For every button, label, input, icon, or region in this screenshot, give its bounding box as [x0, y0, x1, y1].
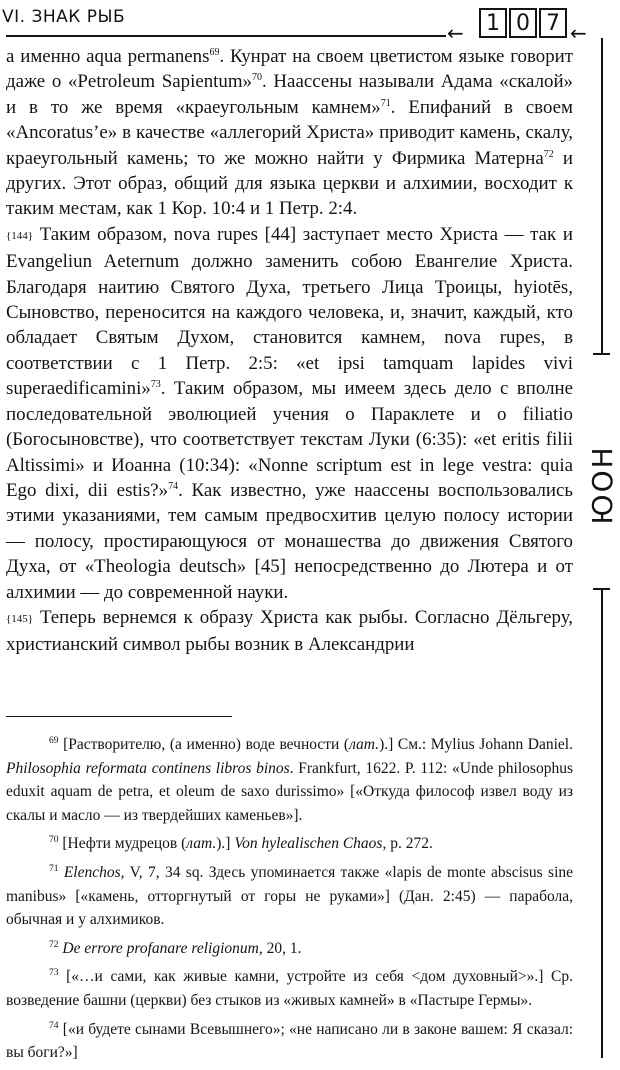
text-run: [«…и сами, как живые камни, устройте из себя <дом духовный>».] Ср. возведение башни (церкви) без стыков из «живых камней» в «Пастыре Гермы».: [6, 968, 573, 1009]
margin-tick: [593, 353, 610, 355]
text-run: [«и будете сынами Всевышнего»; «не написано ли в законе вашем: Я сказал: вы боги?»]: [6, 1020, 573, 1062]
italic-text: лат.: [186, 835, 217, 853]
arrow-left-icon: ←: [570, 21, 587, 45]
text-run: . Frankfurt, 1622. P. 112: «Unde philosophus eduxit aquam de petra, et oleum de saxo durissimo» [«Откуда философ извел воду из скалы и масло — из твердейших каменьев»].: [6, 759, 573, 824]
page-number-digit: 0: [509, 8, 537, 38]
arrow-left-icon: ←: [447, 21, 464, 45]
text-run: , p. 272.: [382, 835, 433, 853]
footnote: [6, 937, 573, 961]
main-text: [6, 44, 573, 658]
text-run: . Кунрат на своем цветистом языке говорит даже о «Petroleum Sapientum»: [6, 46, 574, 93]
text-run: . Епифаний в своем «Ancoratus’e» в качестве «аллегорий Христа» приводит камень, скалу, краеугольный камень; то же можно найти у Фирмика Матерна: [6, 96, 573, 169]
page-number-digit: 1: [479, 8, 507, 38]
text-run: ).] См.: Mylius Johann Daniel.: [379, 736, 573, 753]
text-run: . Как известно, уже наассены воспользовались этими указаниями, тем самым предвосхитив целую полосу истории — полосу, простирающуюся от монашества до движения Святого Духа, от «Theologia deutsch» [45] непосредственно до Лютера и от алхимии — до современной науки.: [6, 479, 573, 603]
footnote-ref: 69: [209, 47, 220, 58]
text-run: . Наассены называли Адама «скалой» и в то же время «краеугольным камнем»: [6, 71, 574, 118]
paragraph: [6, 605, 573, 658]
text-run: и других. Этот образ, общий для языка церкви и алхимии, восходит к таким местам, как 1 Кор. 10:4 и 1 Петр. 2:4.: [6, 147, 573, 220]
footnote-ref: 72: [543, 148, 554, 160]
footnote-list: [6, 733, 573, 1065]
text-run: . Таким образом, мы имеем здесь дело с вполне последовательной эволюцией учения о Параклете и о filiatio (Богосыновстве), что соответствует текстам Луки (6:35): «et eritis filii Altissimi» и Иоанна (10:34): «Nonne scriptum est in lege vestra: quia Ego dixi, dii estis?»: [6, 378, 573, 501]
footnote-number: 69: [49, 736, 59, 746]
italic-text: Von hylealischen Chaos: [234, 835, 383, 853]
page-number: [479, 8, 567, 38]
text-run: Таким образом, nova rupes [44] заступает место Христа — так и Evangeliun Aeternum должно заменить собою Евангелие Христа. Благодаря наитию Святого Духа, третьего Лица Троицы, hyiotēs, Сыновство, переносится на каждого человека, и, значит, каждый, кто обладает Святым Духом, становится камнем, nova rupes, в соответствии с 1 Петр. 2:5: «et ipsi tamquam lapides vivi superaedificamini»: [6, 223, 573, 400]
footnote-rule: [6, 716, 232, 717]
margin-rule-bottom: [601, 588, 603, 1058]
footnote-ref: 70: [252, 72, 263, 84]
footnote-number: 72: [49, 939, 59, 950]
running-head: VI. ЗНАК РЫБ: [2, 7, 126, 27]
footnote: [6, 965, 573, 1012]
paragraph-continuation: [6, 44, 573, 222]
footnote-number: 74: [49, 1020, 59, 1031]
paragraph-number: {145}: [6, 612, 34, 625]
page-number-digit: 7: [539, 8, 567, 38]
footnote-number: 73: [49, 968, 59, 979]
footnote: [6, 733, 573, 827]
header-rule: [6, 35, 446, 37]
margin-rule-top: [601, 38, 603, 353]
footnote: [6, 861, 573, 932]
paragraph: [6, 222, 573, 605]
text-run: , V, 7, 34 sq. Здесь упоминается также «lapis de monte abscisus sine manibus» [«камень, отторгнутый от горы не руками»] (Дан. 2:45) — парабола, обычная и у алхимиков.: [6, 863, 574, 929]
margin-glyph: ЮОН: [585, 445, 619, 525]
italic-text: Elenchos: [63, 863, 121, 881]
paragraph-number: {144}: [6, 229, 34, 242]
footnote: [6, 832, 573, 856]
text-run: а именно aqua permanens: [6, 46, 210, 67]
italic-text: Philosophia reformata continens libros binos: [6, 759, 290, 777]
footnote-ref: 73: [150, 379, 161, 391]
footnotes: [6, 716, 573, 1070]
italic-text: лат.: [349, 736, 380, 753]
footnote: [6, 1018, 573, 1065]
text-run: ).]: [216, 835, 235, 853]
text-run: , 20, 1.: [258, 939, 302, 957]
italic-text: De errore profanare religionum: [62, 939, 259, 957]
footnote-number: 71: [49, 863, 59, 874]
text-run: [Нефти мудрецов (: [58, 835, 187, 853]
text-run: Теперь вернемся к образу Христа как рыбы. Согласно Дёльгеру, христианский символ рыбы возник в Александрии: [6, 606, 573, 656]
page-header: [0, 0, 620, 46]
footnote-ref: 74: [168, 480, 179, 492]
footnote-number: 70: [49, 835, 59, 846]
footnote-ref: 71: [380, 97, 391, 109]
text-run: [Растворителю, (а именно) воде вечности (: [58, 736, 350, 753]
